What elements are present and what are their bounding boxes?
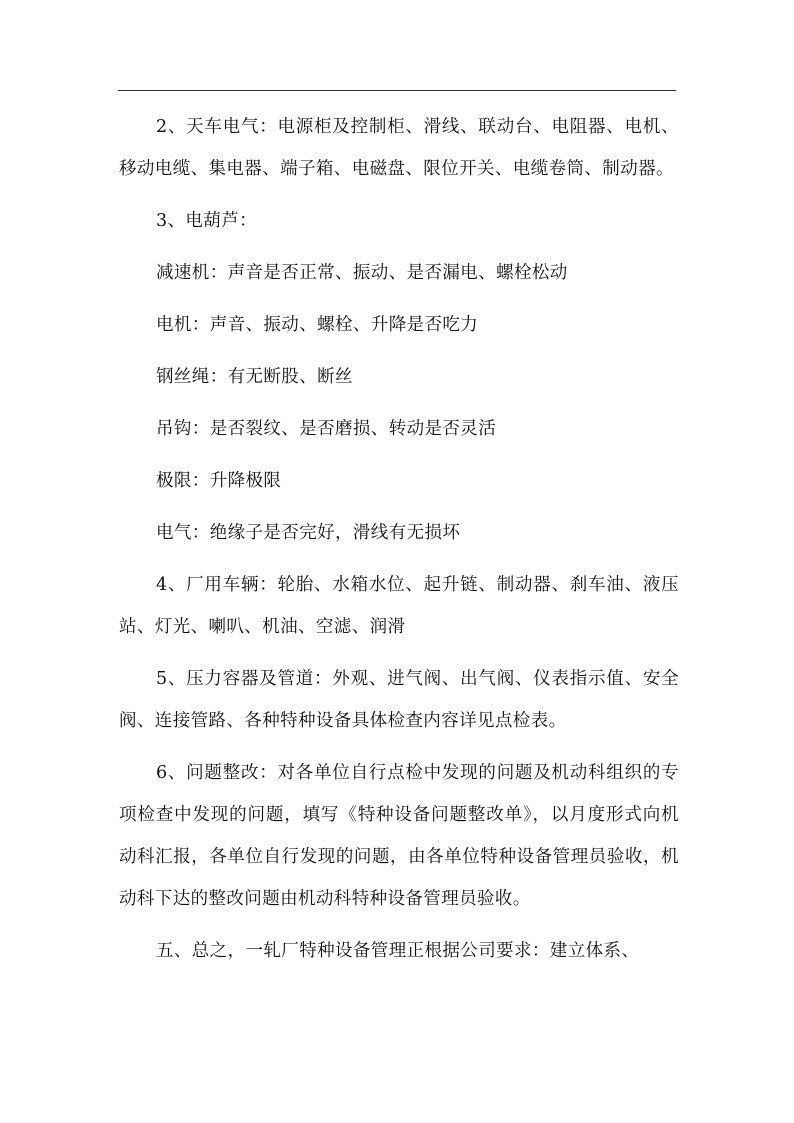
item-reducer: 减速机：声音是否正常、振动、是否漏电、螺栓松动	[156, 263, 568, 283]
paragraph-pressure-vessels: 5、压力容器及管道：外观、进气阀、出气阀、仪表指示值、安全阀、连接管路、各种特种设备具体检查内容详见点检表。	[119, 669, 679, 731]
item-hook: 吊钩：是否裂纹、是否磨损、转动是否灵活	[156, 419, 497, 439]
item-motor: 电机：声音、振动、螺栓、升降是否吃力	[156, 315, 479, 335]
heading-electric-hoist: 3、电葫芦：	[156, 211, 258, 231]
paragraph-rectification: 6、问题整改：对各单位自行点检中发现的问题及机动科组织的专项检查中发现的问题，填写《特种设备问题整改单》，以月度形式向机动科汇报，各单位自行发现的问题，由各单位特种设备管理员验收，机动科下达的整改问题由机动科特种设备管理员验收。	[119, 763, 679, 909]
paragraph-summary: 五、总之，一轧厂特种设备管理正根据公司要求：建立体系、	[156, 941, 640, 961]
paragraph-crane-electrical: 2、天车电气：电源柜及控制柜、滑线、联动台、电阻器、电机、移动电缆、集电器、端子箱、电磁盘、限位开关、电缆卷筒、制动器。	[119, 117, 679, 179]
header-rule	[118, 90, 676, 91]
item-limit: 极限：升降极限	[156, 471, 282, 491]
document-body	[119, 106, 679, 972]
item-wire-rope: 钢丝绳：有无断股、断丝	[156, 367, 353, 387]
item-electrical: 电气：绝缘子是否完好，滑线有无损坏	[156, 523, 461, 543]
paragraph-factory-vehicles: 4、厂用车辆：轮胎、水箱水位、起升链、制动器、刹车油、液压站、灯光、喇叭、机油、空滤、润滑	[119, 575, 679, 637]
